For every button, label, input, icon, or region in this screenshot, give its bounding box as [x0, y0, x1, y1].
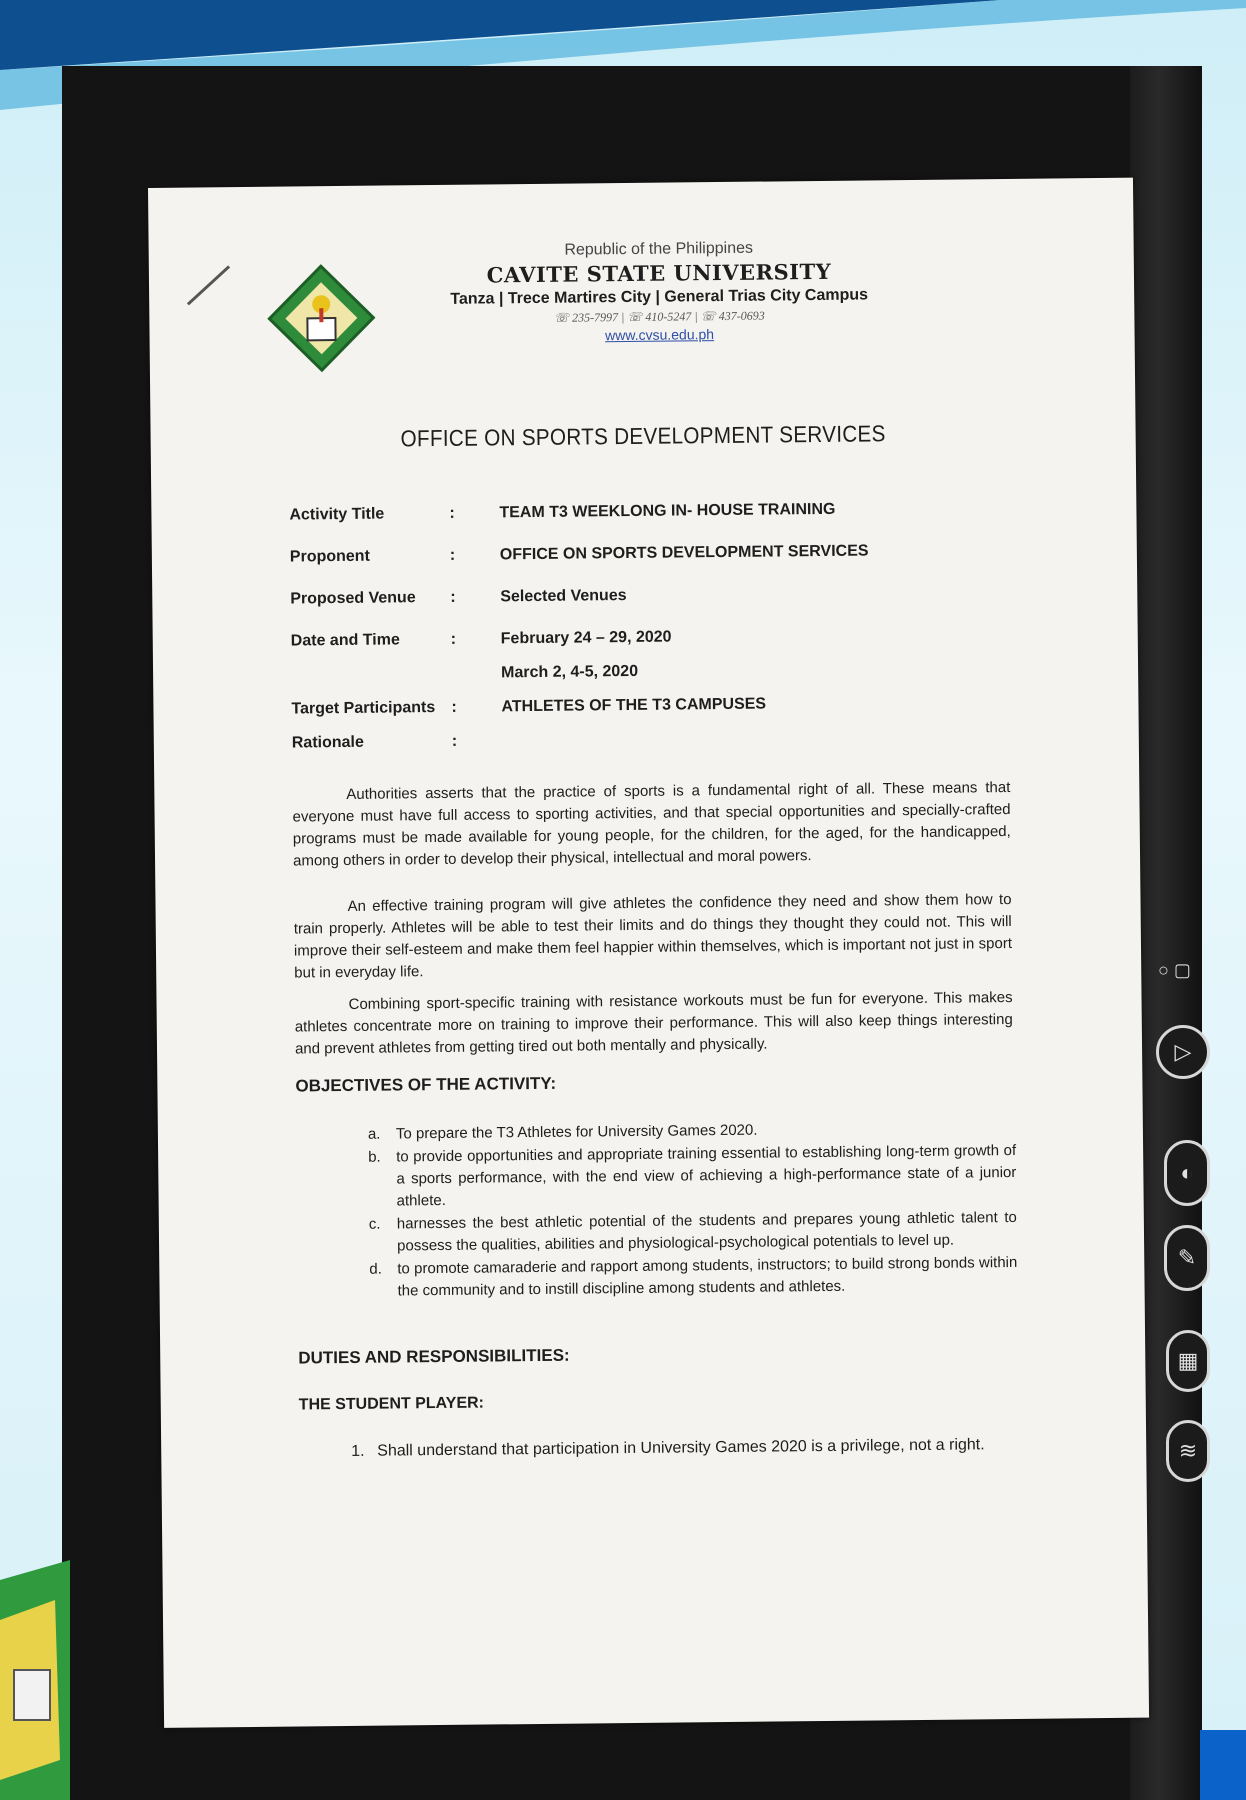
- office-title: OFFICE ON SPORTS DEVELOPMENT SERVICES: [400, 420, 886, 452]
- detail-value: March 2, 4-5, 2020: [501, 662, 639, 682]
- detail-label: Date and Time: [290, 631, 400, 650]
- rationale-paragraph-1: Authorities asserts that the practice of sports is a fundamental right of all. These means that everyone must have full access to sporting activities, and that special opportunities and specially-crafted programs must be made available for young people, for the children, for the aged, for the handicapped, among others in order to develop their physical, intellectual and moral powers.: [292, 779, 1011, 870]
- duty-text: Shall understand that participation in University Games 2020 is a privilege, not a right.: [377, 1436, 985, 1460]
- grid-icon: ▦: [1166, 1330, 1210, 1392]
- objectives-list: [368, 1117, 1018, 1304]
- university-name: CAVITE STATE UNIVERSITY: [486, 258, 832, 288]
- detail-value: February 24 – 29, 2020: [500, 628, 672, 648]
- duty-item: [351, 1433, 1045, 1464]
- republic-text: Republic of the Philippines: [564, 239, 754, 259]
- objectives-heading: OBJECTIVES OF THE ACTIVITY:: [295, 1073, 557, 1096]
- detail-row-activity-title: [289, 499, 1009, 549]
- campus-line: Tanza | Trece Martires City | General Trias City Campus: [450, 286, 869, 308]
- detail-colon: :: [450, 630, 457, 648]
- detail-colon: :: [449, 546, 456, 564]
- detail-colon: :: [449, 504, 455, 522]
- bottom-blue-corner: [1200, 1730, 1246, 1800]
- detail-row-rationale: [292, 727, 1012, 769]
- detail-value: ATHLETES OF THE T3 CAMPUSES: [501, 695, 767, 716]
- detail-value: OFFICE ON SPORTS DEVELOPMENT SERVICES: [499, 542, 869, 564]
- website-link[interactable]: www.cvsu.edu.ph: [604, 326, 715, 344]
- objective-text: to provide opportunities and appropriate training essential to establishing long-term growth of a sports performance, with the end view of achieving a high-performance state of a junior athlete.: [396, 1141, 1017, 1210]
- document-page: [148, 178, 1149, 1728]
- objective-text: harnesses the best athletic potential of the students and prepares young athletic talent to possess the qualities, abilities and physiological-psychological potentials to level up.: [396, 1208, 1017, 1255]
- objective-letter: a.: [367, 1125, 381, 1143]
- objective-letter: b.: [368, 1148, 381, 1166]
- campus-seal-icon: [0, 1560, 70, 1800]
- duty-number: 1.: [351, 1442, 365, 1460]
- detail-value: Selected Venues: [500, 587, 627, 606]
- objective-letter: d.: [369, 1260, 382, 1278]
- rationale-paragraph-3: Combining sport-specific training with resistance workouts must be fun for everyone. This makes athletes concentrate more on training to improve their performance. This will also keep things interesting and prevent athletes from getting tired out both mentally and physically.: [294, 988, 1013, 1058]
- objective-letter: c.: [368, 1215, 381, 1233]
- toggle-icon: ○ ▢: [1158, 960, 1191, 980]
- detail-colon: :: [451, 732, 458, 750]
- detail-colon: :: [450, 588, 456, 606]
- rationale-paragraph-2: An effective training program will give athletes the confidence they need and show them how to train properly. Athletes will be able to test their limits and do things they thought they could not. This will improve their self-esteem and make them feel happier within themselves, which is important not just in sport but in everyday life.: [293, 890, 1013, 982]
- detail-label: Rationale: [291, 733, 364, 752]
- duties-heading: DUTIES AND RESPONSIBILITIES:: [298, 1345, 570, 1368]
- detail-label: Activity Title: [289, 505, 385, 524]
- wifi-icon: ≋: [1166, 1420, 1210, 1482]
- detail-row-proponent: [290, 541, 1010, 591]
- detail-label: Proposed Venue: [290, 589, 416, 608]
- phone-numbers: ☏ 235-7997 | ☏ 410-5247 | ☏ 437-0693: [553, 308, 765, 325]
- detail-row-venue: [290, 583, 1010, 633]
- student-player-heading: THE STUDENT PLAYER:: [298, 1394, 485, 1414]
- objective-item: [369, 1207, 1017, 1258]
- objective-text: to promote camaraderie and rapport among students, instructors; to build strong bonds within the community and to instill discipline among students and athletes.: [397, 1253, 1018, 1300]
- objective-item: [368, 1140, 1017, 1213]
- tool-icon: ✎: [1164, 1225, 1210, 1291]
- objective-item: [369, 1252, 1017, 1303]
- play-icon: ▷: [1156, 1025, 1210, 1079]
- objective-text: To prepare the T3 Athletes for University Games 2020.: [395, 1121, 758, 1143]
- pen-mark: [187, 265, 230, 305]
- detail-label: Target Participants: [291, 699, 436, 718]
- detail-value: TEAM T3 WEEKLONG IN- HOUSE TRAINING: [499, 500, 836, 522]
- activity-details: [289, 499, 1012, 769]
- letterhead: [359, 238, 960, 346]
- app-icon: ◐: [1164, 1140, 1210, 1206]
- detail-label: Proponent: [289, 547, 370, 566]
- detail-colon: :: [451, 698, 457, 716]
